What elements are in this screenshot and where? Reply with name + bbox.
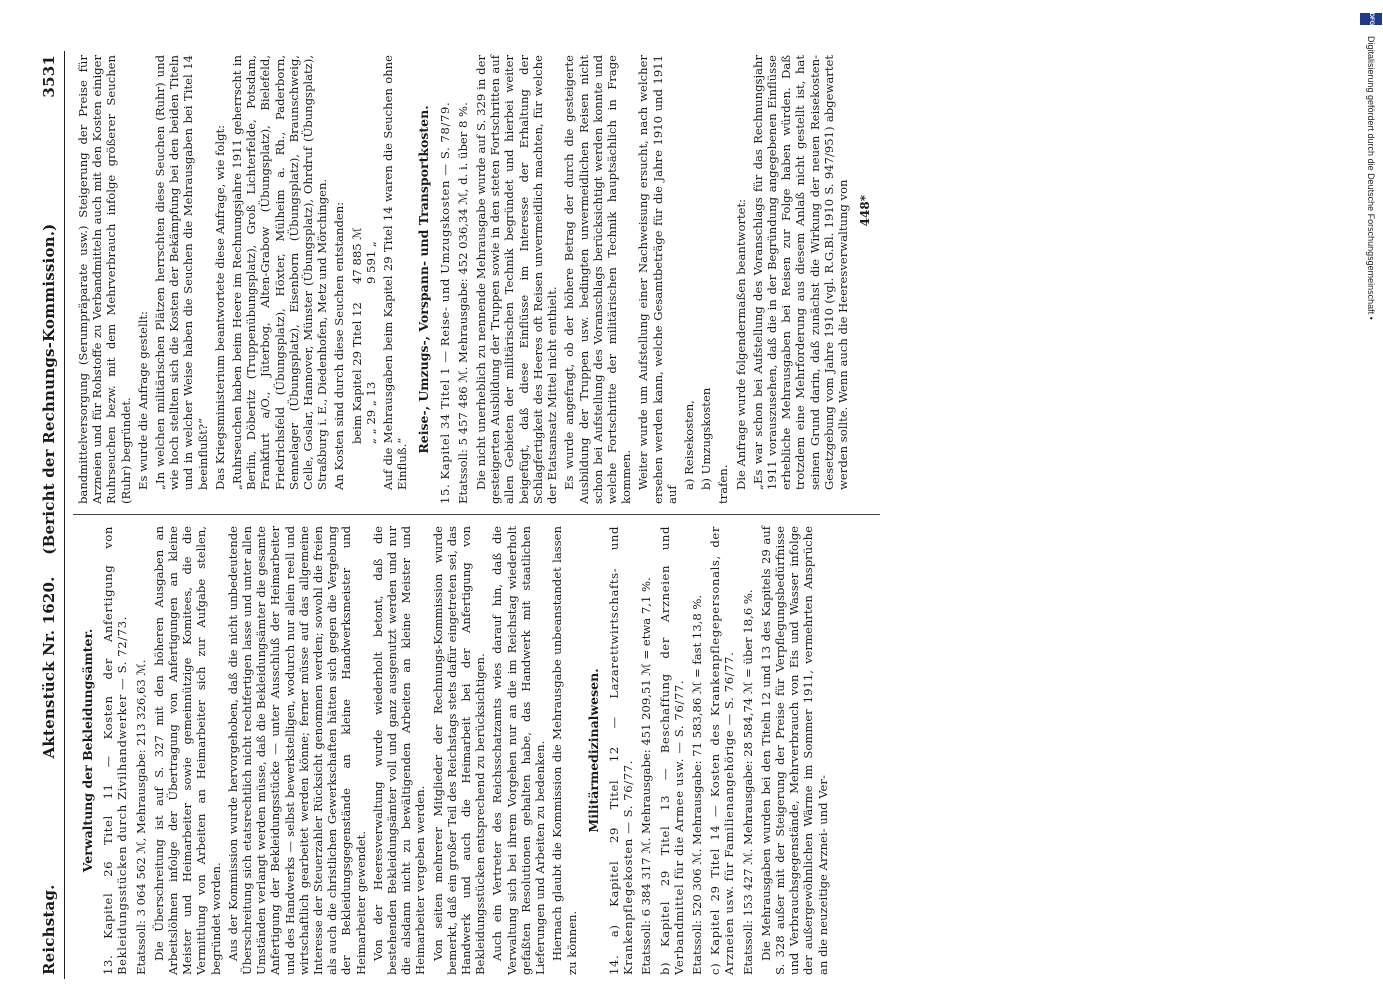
digitization-note-text: Digitalisierung gefördert durch die Deutsche Forschungsgemeinschaft • [1366,36,1376,320]
right-column [73,55,872,504]
cost-label: „ „ 29 „ 13 [363,381,378,444]
etat-14b: Etatssoll: 520 306 ℳ. Mehrausgabe: 71 583,86 ℳ = fast 13,8 %. [689,594,704,975]
paragraph: Die Anfrage wurde folgendermaßen beantwortet: [733,198,748,490]
list-item: a) Reisekosten, [681,400,696,490]
item-14c: c) Kapitel 29 Titel 14 — Kosten des Krankenpflegepersonals, der Arzneien usw. für Familienangehörige — S. 76/77. [708,526,737,975]
text-columns [65,51,872,979]
cost-row [350,55,364,444]
quotation: „Es war schon bei Aufstellung des Voranschlags für das Rechnungsjahr 1911 vorauszusehen, daß die in der Begründung angegebenen Einflüsse erhebliche Mehrausgaben bei Reisen zur Folge haben würden. Daß trotzdem eine Mehrforderung aus diesem Anlaß nicht gestellt ist, hat seinen Grund darin, daß zunächst die Wirkung der neuen Reisekosten-Gesetzgebung vom Jahre 1910 (vgl. R.G.Bl. 1910 S. 947/951) abgewartet werden sollte. Wenn auch die Heeresverwaltung von [750,55,850,490]
quotation: „Ruhrseuchen haben beim Heere im Rechnungsjahre 1911 geherrscht in Berlin, Döberitz (Truppenübungsplatz), Groß Lichterfelde, Potsdam, Frankfurt a/O., Jüterbog, Alten-Grabow (Übungsplatz), Bielefeld, Friedrichsfeld (Übungsplatz), Höxter, Mülheim a. Rh., Paderborn, Sennelager (Übungsplatz), Eisenborn (Übungsplatz), Braunschweig, Celle, Goslar, Hannover, Münster (Übungsplatz), Ohrdruf (Übungsplatz), Straßburg i. E., Diedenhofen, Metz und Mörchingen. [230,55,330,490]
header-document-number: Aktenstück Nr. 1620. [40,576,58,759]
paragraph: Die Mehrausgaben wurden bei den Titeln 12 und 13 des Kapitels 29 auf S. 328 außer mit der Steigerung der Preise für Verpflegungsbedürfnisse und Verbrauchsgegenstände, Mehrverbrauch von Eis und Wasser infolge der außergewöhnlichen Wärme im Sommer 1911, vermehrten Ansprüche an die neuzeitige Arznei- und Ver- [758,526,830,975]
quotation: „In welchen militärischen Plätzen herrschten diese Seuchen (Ruhr) und wie hoch stellten sich die Kosten der Bekämpfung bei den beiden Titeln und in welcher Weise haben die Seuchen die Mehrausgaben bei Titel 14 beeinflußt?“ [153,55,210,490]
etat-14a: Etatssoll: 6 384 317 ℳ. Mehrausgabe: 451 209,51 ℳ = etwa 7,1 %. [639,577,654,975]
paragraph: Es wurde angefragt, ob der höhere Betrag der durch die gesteigerte Ausbildung der Truppen usw. bedingten unvermeidlichen Reisen nicht schon bei Aufstellung des Voranschlags berücksichtigt werden konnte und welche Fortschritte der militärischen Technik hauptsächlich in Frage kommen. [562,55,634,504]
etat-14c: Etatssoll: 153 427 ℳ. Mehrausgabe: 28 584,74 ℳ = über 18,6 %. [740,589,755,975]
paragraph: Das Kriegsministerium beantwortete diese Anfrage, wie folgt: [212,124,227,490]
paragraph: Aus der Kommission wurde hervorgehoben, daß die nicht unbedeutende Überschreitung sich etatsrechtlich nicht rechtfertigen lasse und unter allen Umständen verlangt werden müsse, daß die Bekleidungsämter die gesamte Anfertigung der Bekleidungsstücke — unter Ausschluß der Heimarbeiter und des Handwerks — selbst bewerkstelligen, wodurch nur allein reell und wirtschaftlich gearbeitet werden könne; ferner müsse auf das allgemeine Interesse der Steuerzahler Rücksicht genommen werden; sowohl die freien als auch die christlichen Gewerkschaften hätten sich gegen die Vergebung der Bekleidungsgegenstände an kleine Handwerksmeister und Heimarbeiter gewendet. [225,526,368,975]
paragraph: trafen. [716,464,731,504]
column-divider [73,514,880,515]
quotation: An Kosten sind durch diese Seuchen entstanden: [332,201,347,490]
cost-label: beim Kapitel 29 Titel 12 [349,302,364,444]
cost-table [350,55,378,444]
item-14b: b) Kapitel 29 Titel 13 — Beschaffung der Arzneien und Verbandmittel für die Armee usw. — S. 76/77. [657,526,686,975]
paragraph: Es wurde die Anfrage gestellt: [135,311,150,490]
section-title: Militärmedizinalwesen. [585,668,601,833]
paragraph: Von der Heeresverwaltung wurde wiederholt betont, daß die bestehenden Bekleidungsämter voll und ganz ausgenutzt werden und nur die alsdann nicht zu bewältigenden Arbeiten an kleine Meister und Heimarbeiter vergeben werden. [370,526,428,975]
header-left: Reichstag. [40,884,58,975]
item-14a: 14. a) Kapitel 29 Titel 12 — Lazarettwirtschafts- und Krankenpflegekosten — S. 76/77. [606,526,636,975]
left-column [73,526,872,975]
cost-row [364,55,378,444]
paragraph: Die nicht unerheblich zu nennende Mehrausgabe wurde auf S. 329 in der gesteigerten Ausbildung der Truppen sowie in den steten Fortschritten auf allen Gebieten der militärischen Technik begründet und hierbei weiter beigefügt, daß diese Einflüsse im Interesse der Erhaltung der Schlagfertigkeit des Heeres oft Reisen unvermeidlich machten, für welche der Etatsansatz Mittel nicht enthielt. [474,55,560,504]
page-number: 3531 [40,55,58,98]
paragraph: Von seiten mehrerer Mitglieder der Rechnungs-Kommission wurde bemerkt, daß ein großer Teil des Reichstags stets dafür eingetreten sei, das Handwerk und auch die Heimarbeit bei der Anfertigung von Bekleidungsstücken entsprechend zu berücksichtigen. [430,526,488,975]
document-page [30,45,1360,985]
paragraph: bandmittelversorgung (Serumpräparate usw.) Steigerung der Preise für Arzneien und für Rohstoffe zu Verbandmitteln auch mit den Kosten einiger Ruhrseuchen bezw. mit dem Mehrverbrauch infolge größerer Seuchen (Ruhr) begründet. [76,55,133,504]
dfg-logo: DFG [1360,13,1382,25]
list-item: b) Umzugskosten [699,387,714,490]
page-header [36,51,65,979]
header-report-title: (Bericht der Rechnungs-Kommission.) [40,223,58,555]
paragraph: Auch ein Vertreter des Reichsschatzamts wies darauf hin, daß die Verwaltung sich bei ihrem Vorgehen nur an die im Reichstag wiederholt gefaßten Resolutionen gehalten habe, das Handwerk mit staatlichen Lieferungen und Arbeiten zu bedenken. [490,526,548,975]
item-13: 13. Kapitel 26 Titel 11 — Kosten der Anfertigung von Bekleidungsstücken durch Zivilhandwerker — S. 72/73. [101,526,130,975]
paragraph: Weiter wurde um Aufstellung einer Nachweisung ersucht, nach welcher ersehen werden kann, welche Gesamtbeträge für die Jahre 1910 und 1911 auf [636,55,679,504]
section-title: Reise-, Umzugs-, Vorspann- und Transportkosten. [416,105,432,454]
quotation: Auf die Mehrausgaben beim Kapitel 29 Titel 14 waren die Seuchen ohne Einfluß.“ [381,55,410,490]
item-15: 15. Kapitel 34 Titel 1 — Reise- und Umzugskosten — S. 78/79. [437,101,452,504]
cost-value: 47 885 ℳ [349,227,364,284]
paragraph: Die Überschreitung ist auf S. 327 mit den höheren Ausgaben an Arbeitslöhnen infolge der Übertragung von Anfertigungen an kleine Meister und Heimarbeiter sowie gemeinnützige Komitees, die die Vermittlung von Arbeiten an Heimarbeiter sich zur Aufgabe stellen, begründet worden. [151,526,223,975]
cost-value: 9 591 „ [363,241,378,284]
section-title: Verwaltung der Bekleidungsämter. [80,628,95,873]
signature-mark: 448* [858,195,873,227]
etat-13: Etatssoll: 3 064 562 ℳ, Mehrausgabe: 213 326,63 ℳ. [133,659,148,975]
header-middle [40,98,58,885]
paragraph: Hiernach glaubt die Kommission die Mehrausgabe unbeanstandet lassen zu können. [550,526,579,975]
digitization-note [1365,8,1377,320]
etat-15: Etatssoll: 5 457 486 ℳ. Mehrausgabe: 452 036,34 ℳ, d. i. über 8 %. [455,102,470,504]
